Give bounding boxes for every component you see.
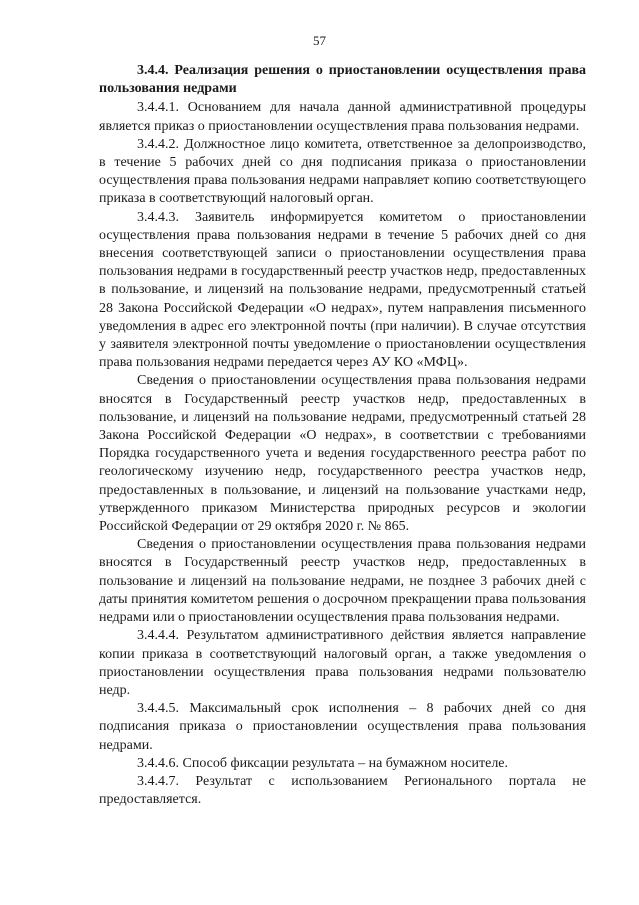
paragraph-registry-info: Сведения о приостановлении осуществления права пользования недрами вносятся в Государственный реестр участков недр, предоставленных в пользование, и лицензий на пользование недрами, предусмотренный статьей 28 Закона Российской Федерации «О недрах», в соответствии с требованиями Порядка государственного учета и ведения государственного реестра работ по геологическому изучению недр, государственного реестра участков недр, предоставленных в пользование, и лицензий на пользование участками недр, утвержденного приказом Министерства природных ресурсов и экологии Российской Федерации от 29 октября 2020 г. № 865. [99,373,586,535]
paragraph-3-4-4-7: 3.4.4.7. Результат с использованием Регионального портала не предоставляется. [99,773,586,808]
paragraph-3-4-4-6: 3.4.4.6. Способ фиксации результата – на бумажном носителе. [137,755,509,771]
paragraph-3-4-4-4: 3.4.4.4. Результатом административного действия является направление копии приказа в соответствующий налоговый орган, а также уведомления о приостановлении осуществления права пользования недрами пользователю недр. [99,628,586,698]
section-heading [99,62,586,98]
section-number: 3.4.4. [137,63,169,78]
paragraph-3-4-4-5: 3.4.4.5. Максимальный срок исполнения – 8 рабочих дней со дня подписания приказа о приостановлении осуществления права пользования недрами. [99,701,586,753]
section-title: Реализация решения о приостановлении осуществления права пользования недрами [99,63,587,97]
paragraph-3-4-4-3: 3.4.4.3. Заявитель информируется комитетом о приостановлении осуществления права пользования недрами в течение 5 рабочих дней со дня внесения соответствующей записи о приостановлении осуществления права пользования недрами в государственный реестр участков недр, предоставленных в пользование, и лицензий на пользование недрами, предусмотренный статьей 28 Закона Российской Федерации «О недрах», путем направления письменного уведомления в адрес его электронной почты (при наличии). В случае отсутствия у заявителя электронной почты уведомление о приостановлении осуществления права пользования недрами передается через АУ КО «МФЦ». [99,209,586,371]
document-body [99,62,586,809]
paragraph-3-4-4-1: 3.4.4.1. Основанием для начала данной административной процедуры является приказ о приостановлении осуществления права пользования недрами. [99,100,586,134]
page-number: 57 [313,33,326,48]
paragraph-registry-deadline: Сведения о приостановлении осуществления права пользования недрами вносятся в Государственный реестр участков недр, предоставленных в пользование и лицензий на пользование недрами, не позднее 3 рабочих дней с даты принятия комитетом решения о досрочном прекращении права пользования недрами или о приостановлении осуществления права пользования недрами. [99,537,586,626]
paragraph-3-4-4-2: 3.4.4.2. Должностное лицо комитета, ответственное за делопроизводство, в течение 5 рабочих дней со дня подписания приказа о приостановлении осуществления права пользования недрами направляет копию соответствующего приказа в соответствующий налоговый орган. [99,136,586,207]
